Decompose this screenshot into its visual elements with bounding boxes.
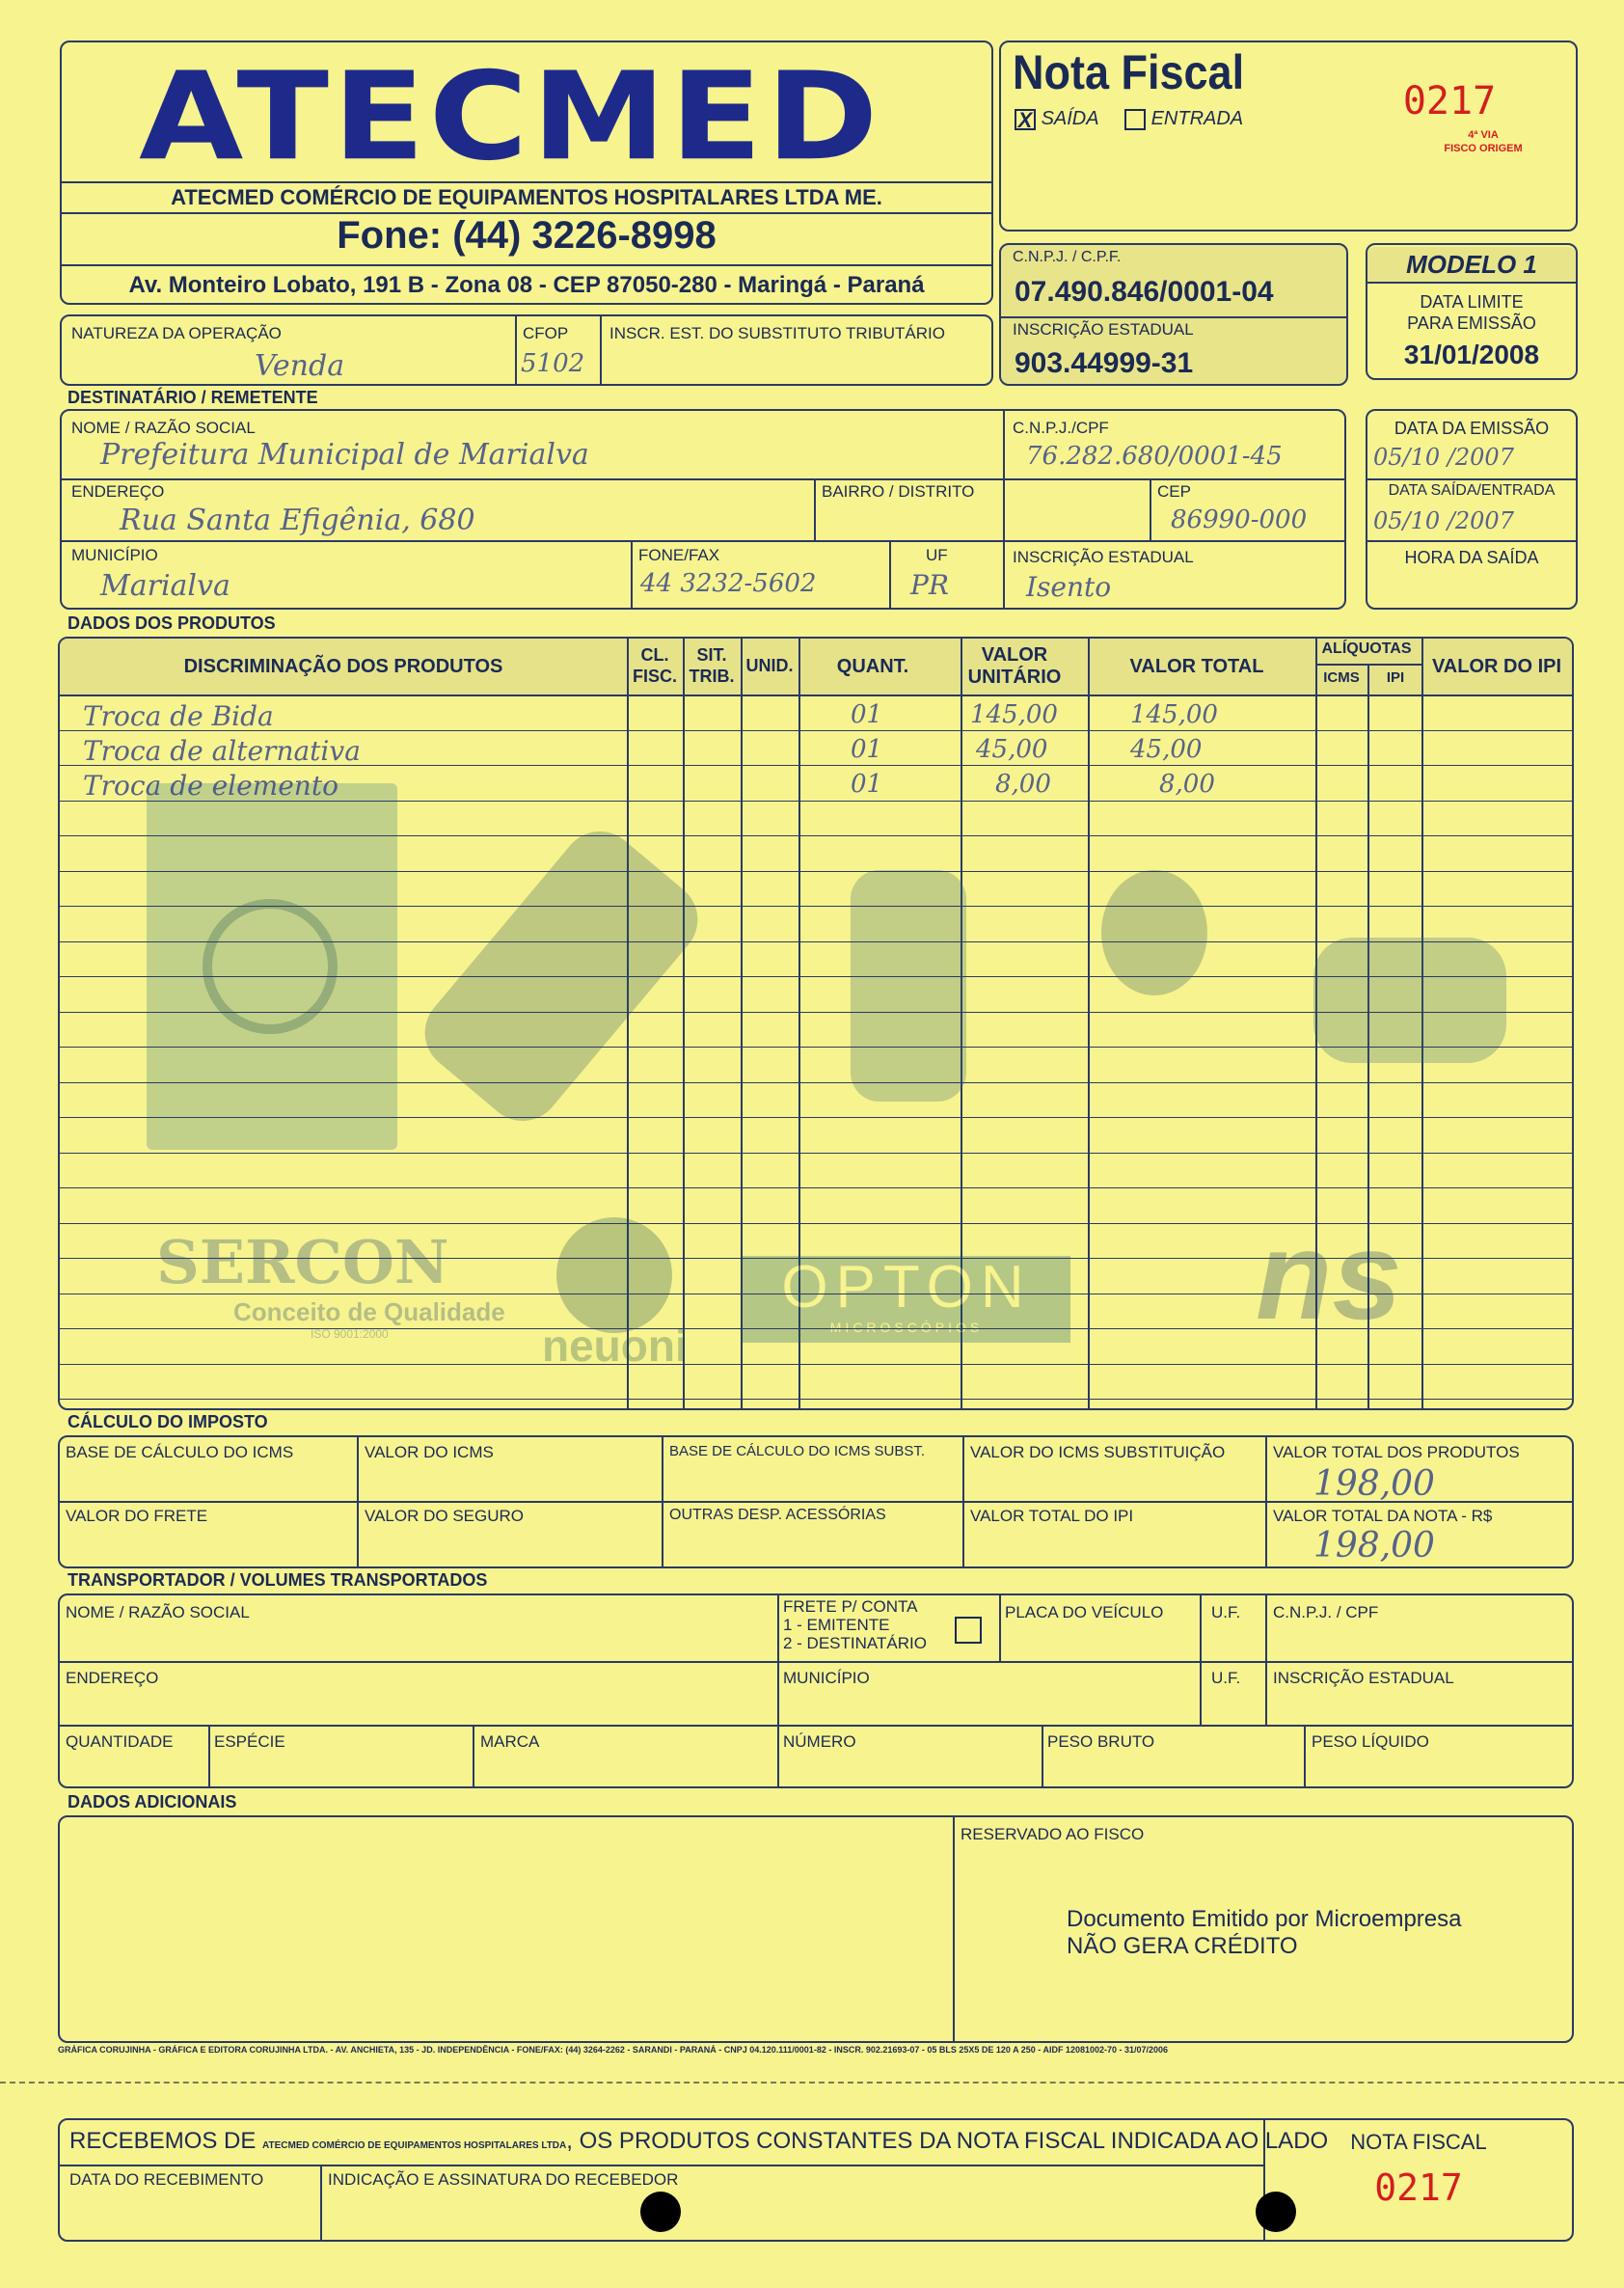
header-desc: DISCRIMINAÇÃO DOS PRODUTOS: [183, 656, 503, 677]
nota-number: 0217: [1402, 79, 1497, 123]
nota-via: 4ª VIA: [1468, 129, 1499, 141]
total-invoice-value: 198,00: [1313, 1526, 1435, 1566]
limit-label: DATA LIMITE PARA EMISSÃO: [1407, 292, 1536, 333]
item-2-desc: Troca de alternativa: [83, 735, 361, 767]
issuer-cnpj-box: C.N.P.J. / C.P.F. 07.490.846/0001-04 INSCRIÇÃO ESTADUAL 903.44999-31: [999, 243, 1348, 386]
recipient-cep: 86990-000: [1171, 505, 1308, 534]
company-address: Av. Monteiro Lobato, 191 B - Zona 08 - CEP 87050-280 - Maringá - Paraná: [128, 272, 925, 298]
product-row-line: [60, 835, 1572, 836]
product-row-line: [60, 730, 1572, 731]
exit-date: 05/10 /2007: [1373, 507, 1514, 534]
header-sit: SIT. TRIB.: [689, 645, 735, 686]
limit-date: 31/01/2008: [1403, 340, 1540, 369]
operation-box: NATUREZA DA OPERAÇÃO Venda CFOP 5102 INSCR. EST. DO SUBSTITUTO TRIBUTÁRIO: [60, 314, 993, 386]
recipient-name: Prefeitura Municipal de Marialva: [100, 438, 589, 472]
cfop-value: 5102: [521, 349, 585, 378]
product-row-line: [60, 1047, 1572, 1048]
additional-section-title: DADOS ADICIONAIS: [68, 1792, 237, 1811]
product-row-line: [60, 1328, 1572, 1329]
company-legal-name: ATECMED COMÉRCIO DE EQUIPAMENTOS HOSPITALARES LTDA ME.: [171, 185, 882, 209]
recipient-ie: Isento: [1026, 571, 1112, 603]
product-row-line: [60, 1082, 1572, 1083]
entrada-checkbox[interactable]: [1124, 109, 1146, 130]
item-3-vu: 8,00: [995, 770, 1051, 799]
tear-line: [0, 2082, 1624, 2084]
company-header-box: [60, 41, 993, 305]
product-row-line: [60, 906, 1572, 907]
natureza-value: Venda: [255, 349, 345, 383]
emission-date: 05/10 /2007: [1373, 444, 1514, 471]
frete-field: FRETE P/ CONTA 1 - EMITENTE 2 - DESTINATÁRIO: [783, 1597, 927, 1652]
printer-line: GRÁFICA CORUJINHA - GRÁFICA E EDITORA CORUJINHA LTDA. - AV. ANCHIETA, 135 - JD. INDEPENDÊNCIA - FONE/FAX: (44) 3264-2262 - SARANDI - PARANÁ - CNPJ 04.120.111/0001-82 - INSCR. 902.21693-07 - 05 BLS 25X5 DE 120 A 250 - AIDF 12081002-70 - 31/07/2006: [58, 2045, 1169, 2055]
header-unid: UNID.: [745, 656, 794, 675]
dates-box: DATA DA EMISSÃO 05/10 /2007 DATA SAÍDA/ENTRADA 05/10 /2007 HORA DA SAÍDA: [1366, 409, 1578, 610]
issuer-cnpj: 07.490.846/0001-04: [1015, 276, 1274, 308]
product-row-line: [60, 1117, 1572, 1118]
product-row-line: [60, 871, 1572, 872]
header-vipi: VALOR DO IPI: [1431, 656, 1562, 677]
item-1-quant: 01: [851, 700, 883, 729]
item-1-desc: Troca de Bida: [83, 700, 274, 732]
ns-logo: ns: [1256, 1205, 1402, 1346]
receipt-text: RECEBEMOS DE ATECMED COMÉRCIO DE EQUIPAMENTOS HOSPITALARES LTDA, OS PRODUTOS CONSTANTES DA NOTA FISCAL INDICADA AO LADO: [69, 2128, 1329, 2154]
additional-box: RESERVADO AO FISCO Documento Emitido por Microempresa NÃO GERA CRÉDITO: [58, 1815, 1574, 2043]
frete-checkbox[interactable]: [955, 1617, 982, 1644]
opton-logo: OPTON MICROSCÓPIOS: [743, 1256, 1070, 1343]
neuoni-logo: neuoni: [542, 1217, 688, 1372]
recipient-cnpj: 76.282.680/0001-45: [1026, 442, 1283, 471]
product-row-line: [60, 976, 1572, 977]
sercon-logo: SERCON Conceito de Qualidade ISO 9001:2000: [156, 1227, 505, 1341]
receipt-nf-number: 0217: [1374, 2166, 1463, 2209]
header-ipi: IPI: [1386, 669, 1405, 686]
recipient-box: NOME / RAZÃO SOCIAL Prefeitura Municipal de Marialva C.N.P.J./CPF 76.282.680/0001-45 ENDEREÇO Rua Santa Efigênia, 680 BAIRRO / DISTRITO CEP 86990-000 MUNICÍPIO Marialva FONE/FAX 44 3232-5602 UF PR INSCRIÇÃO ESTADUAL Isento: [60, 409, 1346, 610]
modelo-label: MODELO 1: [1367, 247, 1576, 284]
recipient-address: Rua Santa Efigênia, 680: [120, 504, 475, 537]
saida-option: X SAÍDA: [1015, 108, 1099, 130]
receipt-box: RECEBEMOS DE ATECMED COMÉRCIO DE EQUIPAMENTOS HOSPITALARES LTDA, OS PRODUTOS CONSTANTES DA NOTA FISCAL INDICADA AO LADO DATA DO RECEBIMENTO INDICAÇÃO E ASSINATURA DO RECEBEDOR NOTA FISCAL 0217: [58, 2118, 1574, 2242]
header-aliq: ALÍQUOTAS: [1321, 640, 1412, 657]
nota-via-desc: FISCO ORIGEM: [1444, 143, 1523, 154]
issuer-ie: 903.44999-31: [1015, 347, 1194, 379]
header-vt: VALOR TOTAL: [1129, 656, 1264, 677]
company-logo: ATECMED: [139, 46, 882, 188]
header-cl: CL. FISC.: [632, 645, 677, 686]
company-phone: Fone: (44) 3226-8998: [337, 214, 717, 257]
tax-section-title: CÁLCULO DO IMPOSTO: [68, 1412, 268, 1431]
item-1-vu: 145,00: [970, 700, 1058, 729]
modelo-box: [1366, 243, 1578, 380]
tax-box: BASE DE CÁLCULO DO ICMS VALOR DO ICMS BASE DE CÁLCULO DO ICMS SUBST. VALOR DO ICMS SUBSTITUIÇÃO VALOR TOTAL DOS PRODUTOS 198,00 VALOR DO FRETE VALOR DO SEGURO OUTRAS DESP. ACESSÓRIAS VALOR TOTAL DO IPI VALOR TOTAL DA NOTA - R$ 198,00: [58, 1435, 1574, 1568]
product-row-line: [60, 1223, 1572, 1224]
product-row-line: [60, 1153, 1572, 1154]
item-2-quant: 01: [851, 735, 883, 764]
punch-hole-left: [640, 2192, 681, 2232]
item-2-vu: 45,00: [976, 735, 1048, 764]
entrada-option: ENTRADA: [1124, 108, 1243, 130]
header-vu: VALOR UNITÁRIO: [967, 644, 1062, 688]
products-section-title: DADOS DOS PRODUTOS: [68, 613, 276, 633]
total-products-value: 198,00: [1313, 1464, 1435, 1504]
product-row-line: [60, 1187, 1572, 1188]
item-3-quant: 01: [851, 770, 883, 799]
product-row-line: [60, 1399, 1572, 1400]
products-table: [58, 637, 1574, 1410]
nota-title: Nota Fiscal: [1013, 45, 1245, 99]
recipient-section-title: DESTINATÁRIO / REMETENTE: [68, 388, 318, 407]
recipient-uf: PR: [910, 569, 949, 601]
receipt-nf-label: NOTA FISCAL: [1350, 2130, 1487, 2154]
item-2-vt: 45,00: [1130, 735, 1203, 764]
item-3-vt: 8,00: [1159, 770, 1215, 799]
microempresa-line-2: NÃO GERA CRÉDITO: [1067, 1933, 1298, 1959]
product-row-line: [60, 1258, 1572, 1259]
punch-hole-right: [1256, 2192, 1296, 2232]
header-icms: ICMS: [1323, 669, 1360, 686]
header-quant: QUANT.: [836, 656, 909, 677]
recipient-city: Marialva: [100, 569, 230, 603]
microempresa-line-1: Documento Emitido por Microempresa: [1067, 1906, 1462, 1932]
transport-box: NOME / RAZÃO SOCIAL FRETE P/ CONTA 1 - EMITENTE 2 - DESTINATÁRIO PLACA DO VEÍCULO U.F. C.N.P.J. / CPF ENDEREÇO MUNICÍPIO U.F. INSCRIÇÃO ESTADUAL QUANTIDADE ESPÉCIE MARCA NÚMERO PESO BRUTO PESO LÍQUIDO: [58, 1593, 1574, 1788]
nota-fiscal-box: [999, 41, 1578, 232]
saida-checkbox[interactable]: X: [1015, 109, 1036, 130]
item-3-desc: Troca de elemento: [83, 770, 338, 802]
product-row-line: [60, 1364, 1572, 1365]
product-row-line: [60, 941, 1572, 942]
transport-section-title: TRANSPORTADOR / VOLUMES TRANSPORTADOS: [68, 1570, 488, 1590]
item-1-vt: 145,00: [1130, 700, 1218, 729]
recipient-phone: 44 3232-5602: [640, 569, 817, 598]
product-row-line: [60, 1012, 1572, 1013]
